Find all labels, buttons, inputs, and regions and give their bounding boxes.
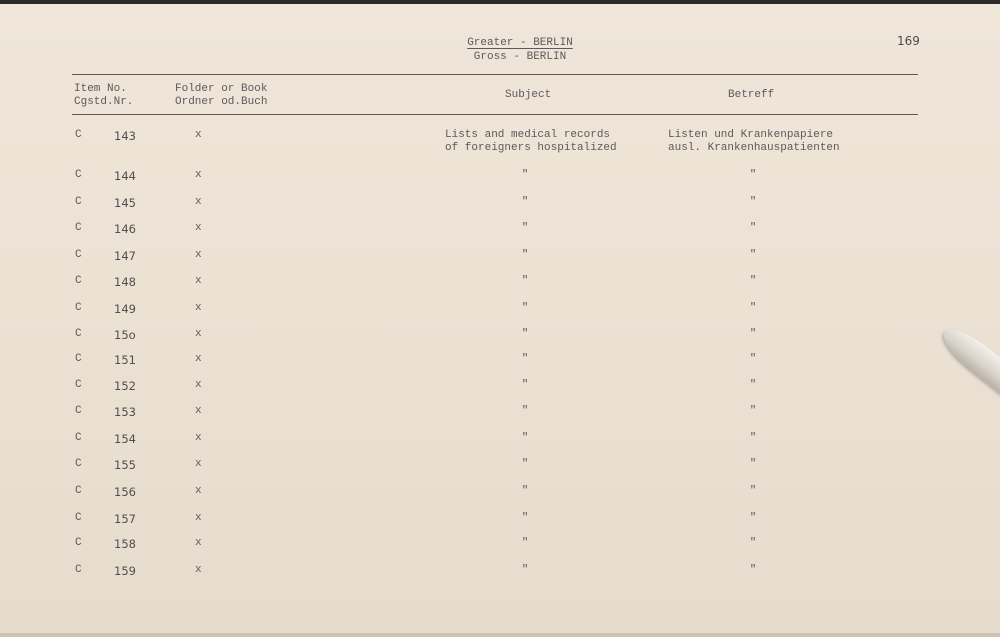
- row-subject: [480, 328, 570, 341]
- row-betreff-line: ": [749, 432, 757, 444]
- row-betreff-line: ": [749, 169, 757, 181]
- row-subject: [480, 302, 570, 315]
- table-row: [0, 302, 1000, 322]
- row-folder-mark: x: [195, 328, 202, 340]
- row-betreff-line: ": [749, 222, 757, 234]
- row-subject: [480, 432, 570, 445]
- row-folder-mark: x: [195, 405, 202, 417]
- table-row: [0, 169, 1000, 189]
- row-number: 155: [114, 458, 136, 472]
- row-subject: [480, 222, 570, 235]
- row-number: 146: [114, 222, 136, 236]
- row-code: C: [75, 222, 82, 234]
- row-code: C: [75, 249, 82, 261]
- row-betreff: [708, 275, 798, 288]
- row-subject-line: ": [521, 405, 529, 417]
- row-subject-line: ": [521, 302, 529, 314]
- row-betreff-line: Listen und Krankenpapiere: [668, 129, 834, 141]
- table-row: [0, 564, 1000, 584]
- table-row: [0, 537, 1000, 557]
- row-betreff-line: ": [749, 458, 757, 470]
- row-code: C: [75, 169, 82, 181]
- scan-bottom-edge: [0, 633, 1000, 637]
- row-folder-mark: x: [195, 169, 202, 181]
- table-row: [0, 405, 1000, 425]
- row-betreff: [708, 169, 798, 182]
- row-betreff: [708, 485, 798, 498]
- row-subject: [445, 129, 645, 155]
- row-folder-mark: x: [195, 537, 202, 549]
- row-betreff: [708, 405, 798, 418]
- row-code: C: [75, 129, 82, 141]
- row-folder-mark: x: [195, 512, 202, 524]
- row-folder-mark: x: [195, 302, 202, 314]
- row-subject-line: ": [521, 249, 529, 261]
- page-subtitle: Gross - BERLIN: [473, 51, 567, 63]
- table-row: [0, 458, 1000, 478]
- row-number: 154: [114, 432, 136, 446]
- row-folder-mark: x: [195, 129, 202, 141]
- page-number: 169: [897, 34, 920, 48]
- header-rule-bottom: [72, 114, 918, 115]
- row-betreff: [708, 328, 798, 341]
- row-folder-mark: x: [195, 196, 202, 208]
- row-subject-line: ": [521, 485, 529, 497]
- row-betreff-line: ": [749, 353, 757, 365]
- row-betreff-line: ": [749, 302, 757, 314]
- column-header-folder: [175, 83, 267, 109]
- row-code: C: [75, 353, 82, 365]
- row-subject-line: ": [521, 379, 529, 391]
- row-betreff-line: ": [749, 405, 757, 417]
- row-folder-mark: x: [195, 432, 202, 444]
- row-subject: [480, 485, 570, 498]
- row-folder-mark: x: [195, 353, 202, 365]
- table-row: [0, 379, 1000, 399]
- row-folder-mark: x: [195, 222, 202, 234]
- table-row: [0, 222, 1000, 242]
- row-number: 158: [114, 537, 136, 551]
- row-number: 151: [114, 353, 136, 367]
- row-betreff-line: ": [749, 485, 757, 497]
- header-rule-top: [72, 74, 918, 75]
- row-code: C: [75, 275, 82, 287]
- row-code: C: [75, 564, 82, 576]
- row-folder-mark: x: [195, 379, 202, 391]
- row-betreff-line: ": [749, 512, 757, 524]
- row-betreff-line: ausl. Krankenhauspatienten: [668, 142, 840, 154]
- table-row: [0, 432, 1000, 452]
- row-betreff-line: ": [749, 196, 757, 208]
- row-betreff-line: ": [749, 275, 757, 287]
- row-code: C: [75, 432, 82, 444]
- scan-top-edge: [0, 0, 1000, 4]
- table-row: [0, 196, 1000, 216]
- row-subject-line: ": [521, 537, 529, 549]
- table-row: [0, 512, 1000, 532]
- row-betreff: [708, 512, 798, 525]
- row-subject-line: ": [521, 328, 529, 340]
- row-number: 152: [114, 379, 136, 393]
- row-code: C: [75, 302, 82, 314]
- row-betreff-line: ": [749, 564, 757, 576]
- row-code: C: [75, 537, 82, 549]
- row-betreff-line: ": [749, 379, 757, 391]
- row-code: C: [75, 379, 82, 391]
- page-title: Greater - BERLIN: [467, 37, 573, 49]
- row-folder-mark: x: [195, 458, 202, 470]
- row-number: 144: [114, 169, 136, 183]
- row-subject: [480, 275, 570, 288]
- row-code: C: [75, 405, 82, 417]
- row-code: C: [75, 458, 82, 470]
- row-number: 159: [114, 564, 136, 578]
- row-code: C: [75, 512, 82, 524]
- row-subject: [480, 564, 570, 577]
- column-header-folder-line1: Folder or Book: [175, 83, 268, 95]
- row-number: 153: [114, 405, 136, 419]
- row-number: 143: [114, 129, 136, 143]
- column-header-item-line2: Cgstd.Nr.: [74, 96, 134, 108]
- row-betreff-line: ": [749, 328, 757, 340]
- row-subject-line: Lists and medical records: [445, 129, 611, 141]
- row-subject-line: ": [521, 353, 529, 365]
- row-betreff: [708, 302, 798, 315]
- table-row: [0, 328, 1000, 348]
- row-subject-line: ": [521, 564, 529, 576]
- row-betreff-line: ": [749, 249, 757, 261]
- row-betreff: [708, 353, 798, 366]
- row-folder-mark: x: [195, 275, 202, 287]
- row-number: 157: [114, 512, 136, 526]
- row-betreff: [708, 196, 798, 209]
- row-subject: [480, 249, 570, 262]
- row-number: 149: [114, 302, 136, 316]
- row-subject: [480, 405, 570, 418]
- table-row: [0, 129, 1000, 154]
- table-row: [0, 485, 1000, 505]
- row-subject: [480, 353, 570, 366]
- row-subject: [480, 169, 570, 182]
- row-folder-mark: x: [195, 564, 202, 576]
- row-number: 148: [114, 275, 136, 289]
- row-subject-line: ": [521, 432, 529, 444]
- row-subject-line: ": [521, 222, 529, 234]
- column-header-subject: Subject: [505, 89, 552, 101]
- row-subject-line: ": [521, 196, 529, 208]
- row-subject-line: ": [521, 169, 529, 181]
- row-subject: [480, 196, 570, 209]
- table-row: [0, 353, 1000, 373]
- row-subject-line: ": [521, 275, 529, 287]
- row-betreff: [668, 129, 868, 155]
- row-betreff: [708, 564, 798, 577]
- row-folder-mark: x: [195, 485, 202, 497]
- row-betreff-line: ": [749, 537, 757, 549]
- row-subject: [480, 512, 570, 525]
- row-subject-line: ": [521, 458, 529, 470]
- row-subject: [480, 537, 570, 550]
- row-number: 145: [114, 196, 136, 210]
- row-subject-line: ": [521, 512, 529, 524]
- table-row: [0, 275, 1000, 295]
- row-number: 147: [114, 249, 136, 263]
- row-code: C: [75, 328, 82, 340]
- row-betreff: [708, 432, 798, 445]
- row-betreff: [708, 458, 798, 471]
- row-betreff: [708, 537, 798, 550]
- column-header-item-line1: Item No.: [74, 83, 127, 95]
- table-row: [0, 249, 1000, 269]
- column-header-betreff: Betreff: [728, 89, 775, 101]
- row-folder-mark: x: [195, 249, 202, 261]
- row-betreff: [708, 249, 798, 262]
- column-header-folder-line2: Ordner od.Buch: [175, 96, 268, 108]
- column-header-item: [74, 83, 133, 109]
- page-header: [380, 32, 660, 64]
- row-code: C: [75, 485, 82, 497]
- row-subject: [480, 379, 570, 392]
- row-code: C: [75, 196, 82, 208]
- row-subject: [480, 458, 570, 471]
- row-number: 156: [114, 485, 136, 499]
- row-subject-line: of foreigners hospitalized: [445, 142, 617, 154]
- row-betreff: [708, 379, 798, 392]
- row-number: 15o: [114, 328, 136, 342]
- row-betreff: [708, 222, 798, 235]
